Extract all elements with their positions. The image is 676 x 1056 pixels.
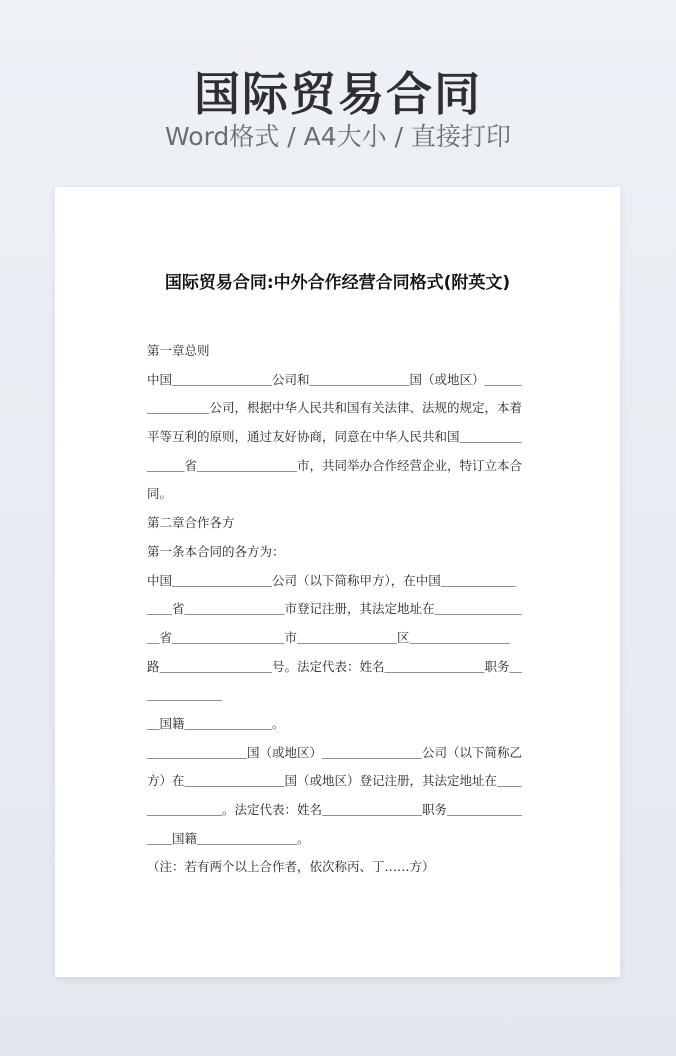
paragraph-line: 路＿＿＿＿＿＿＿＿＿号。法定代表：姓名＿＿＿＿＿＿＿＿职务＿ [147,658,523,674]
chapter-heading: 第二章合作各方 [147,515,235,531]
paragraph-line: 同。 [147,486,173,502]
paragraph-line: ＿＿省＿＿＿＿＿＿＿＿市登记注册，其法定地址在＿＿＿＿＿＿＿ [147,601,523,617]
note-line: （注：若有两个以上合作者，依次称丙、丁……方） [147,859,435,875]
paragraph-line: 中国＿＿＿＿＿＿＿＿公司和＿＿＿＿＿＿＿＿国（或地区）＿＿＿ [147,371,523,387]
paragraph-line: ＿＿＿＿＿＿ [147,687,223,703]
paragraph-line: ＿＿国籍＿＿＿＿＿＿＿＿。 [147,830,310,846]
paragraph-line: ＿省＿＿＿＿＿＿＿＿＿市＿＿＿＿＿＿＿＿区＿＿＿＿＿＿＿＿ [147,629,510,645]
hero-subtitle: Word格式 / A4大小 / 直接打印 [165,122,511,151]
paragraph-line: 方）在＿＿＿＿＿＿＿＿国（或地区）登记注册，其法定地址在＿＿ [147,773,523,789]
paragraph-line: 中国＿＿＿＿＿＿＿＿公司（以下简称甲方），在中国＿＿＿＿＿＿ [147,572,516,588]
article-heading: 第一条本合同的各方为： [147,543,285,559]
paragraph-line: ＿＿＿＿＿公司，根据中华人民共和国有关法律、法规的规定，本着 [147,400,523,416]
document-page [55,187,620,977]
hero-title: 国际贸易合同 [194,67,482,121]
paragraph-line: ＿＿＿省＿＿＿＿＿＿＿＿市，共同举办合作经营企业，特订立本合 [147,457,523,473]
paragraph-line: 平等互利的原则，通过友好协商，同意在中华人民共和国＿＿＿＿＿ [147,429,523,445]
paragraph-line: ＿＿＿＿＿＿＿＿国（或地区）＿＿＿＿＿＿＿＿公司（以下简称乙 [147,744,523,760]
paragraph-line: ＿＿＿＿＿＿。法定代表：姓名＿＿＿＿＿＿＿＿职务＿＿＿＿＿＿ [147,802,523,817]
chapter-heading: 第一章总则 [147,343,210,358]
document-body [147,337,531,882]
document-title: 国际贸易合同:中外合作经营合同格式(附英文) [164,273,511,293]
paragraph-line: ＿国籍＿＿＿＿＿＿＿。 [147,715,285,731]
